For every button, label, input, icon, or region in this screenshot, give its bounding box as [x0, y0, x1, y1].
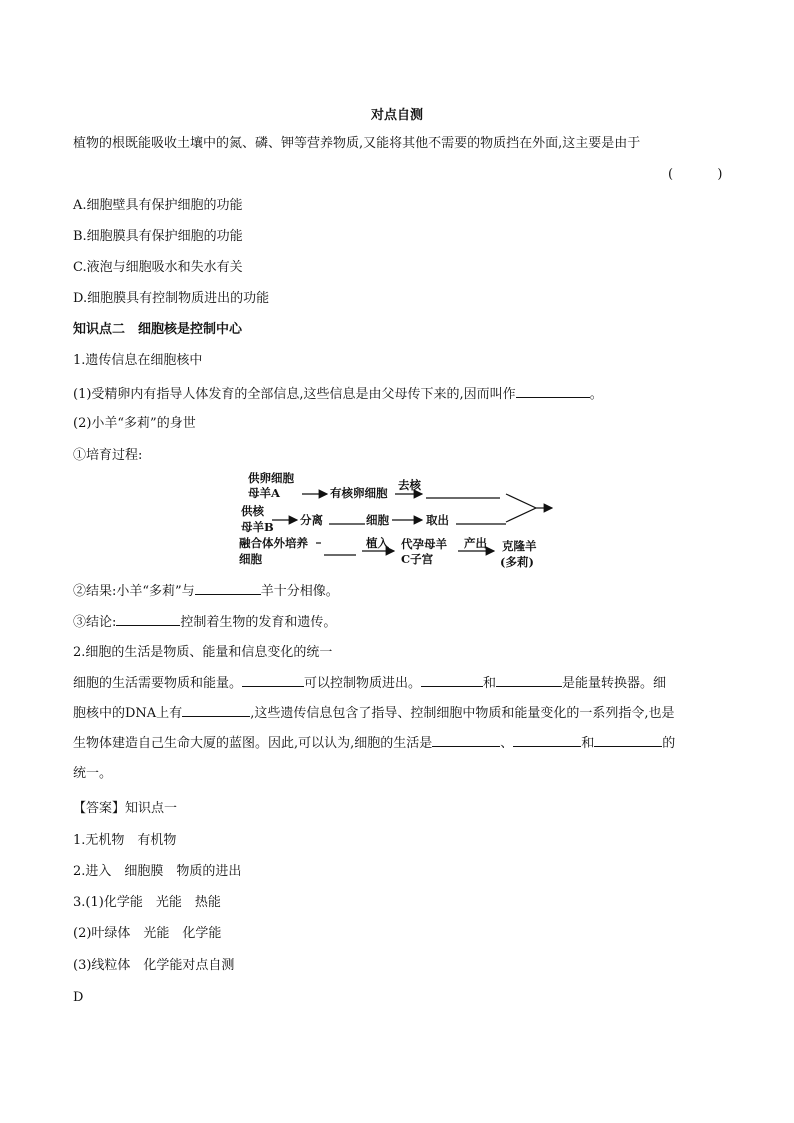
fill-blank — [432, 734, 500, 747]
diagram-surrogate-1: 代孕母羊 — [401, 537, 447, 551]
answer-parentheses — [668, 167, 722, 182]
fill-blank — [116, 613, 180, 626]
diagram-clone-2: (多莉) — [500, 555, 534, 569]
diagram-donor-b-2: 母羊B — [241, 520, 274, 534]
item-1-heading: 1.遗传信息在细胞核中 — [73, 353, 203, 368]
paren-close: ) — [717, 167, 723, 182]
fill-blank — [421, 674, 483, 687]
answer-6: D — [73, 990, 84, 1005]
answer-1: 1.无机物 有机物 — [73, 833, 177, 848]
result-text: ②结果:小羊“多莉”与 — [73, 584, 195, 599]
item-1-2: (2)小羊“多莉”的身世 — [73, 416, 196, 431]
conclusion-end: 控制着生物的发育和遗传。 — [180, 615, 337, 630]
item-1-1 — [73, 385, 603, 403]
diagram-egg-nucleated: 有核卵细胞 — [330, 486, 388, 500]
diagram-cell: 细胞 — [366, 513, 389, 527]
option-b: B.细胞膜具有保护细胞的功能 — [73, 229, 243, 244]
diagram-implant: 植入 — [366, 536, 389, 550]
conclusion-text: ③结论: — [73, 615, 117, 630]
item-2-paragraph: 细胞的生活需要物质和能量。 可以控制物质进出。 和 是能量转换器。细 胞核中的DNA上有 ,这些遗传信息包含了指导、控制细胞中物质和能量变化的一系列指令,也是 生物体建造自己生命大厦的蓝图。因此,可以认为,细胞的生活是 、 和 的 统一。 — [73, 676, 676, 781]
item-1-1-end: 。 — [589, 387, 603, 402]
diagram-surrogate-2: C子宫 — [401, 552, 434, 566]
item-2-heading: 2.细胞的生活是物质、能量和信息变化的统一 — [73, 645, 333, 660]
result-end: 羊十分相像。 — [260, 584, 339, 599]
cloning-diagram — [236, 470, 566, 575]
item-1-1-text: (1)受精卵内有指导人体发育的全部信息,这些信息是由父母传下来的,因而叫作 — [73, 387, 516, 402]
diagram-donor-a-1: 供卵细胞 — [248, 471, 294, 485]
paren-open: ( — [668, 167, 674, 182]
diagram-fusion-2: 细胞 — [239, 552, 262, 566]
fill-blank — [496, 674, 562, 687]
diagram-clone-1: 克隆羊 — [502, 539, 537, 553]
answer-5: (3)线粒体 化学能对点自测 — [73, 958, 235, 973]
fill-blank — [516, 385, 590, 398]
diagram-birth: 产出 — [464, 536, 487, 550]
fill-blank — [195, 582, 261, 595]
diagram-separate: 分离 — [300, 513, 323, 527]
answer-4: (2)叶绿体 光能 化学能 — [73, 926, 222, 941]
diagram-fusion-1: 融合体外培养 — [239, 536, 308, 550]
option-c: C.液泡与细胞吸水和失水有关 — [73, 260, 243, 275]
option-a: A.细胞壁具有保护细胞的功能 — [73, 198, 243, 213]
section-title: 对点自测 — [370, 108, 423, 123]
fill-blank — [594, 734, 662, 747]
process-label: ①培育过程: — [73, 448, 143, 463]
diagram-donor-b-1: 供核 — [241, 504, 264, 518]
option-d: D.细胞膜具有控制物质进出的功能 — [73, 291, 270, 306]
result-line — [73, 582, 339, 600]
question-stem: 植物的根既能吸收土壤中的氮、磷、钾等营养物质,又能将其他不需要的物质挡在外面,这主要是由于 — [73, 136, 641, 151]
answer-2: 2.进入 细胞膜 物质的进出 — [73, 864, 242, 879]
fill-blank — [182, 704, 250, 717]
diagram-remove-nucleus: 去核 — [398, 478, 421, 492]
conclusion-line — [73, 613, 336, 631]
answer-3: 3.(1)化学能 光能 热能 — [73, 895, 221, 910]
diagram-donor-a-2: 母羊A — [248, 486, 280, 500]
fill-blank — [513, 734, 581, 747]
diagram-take-out: 取出 — [426, 513, 449, 527]
knowledge-point-heading: 知识点二 细胞核是控制中心 — [73, 322, 243, 337]
fill-blank — [242, 674, 304, 687]
answer-header: 【答案】知识点一 — [73, 801, 178, 816]
